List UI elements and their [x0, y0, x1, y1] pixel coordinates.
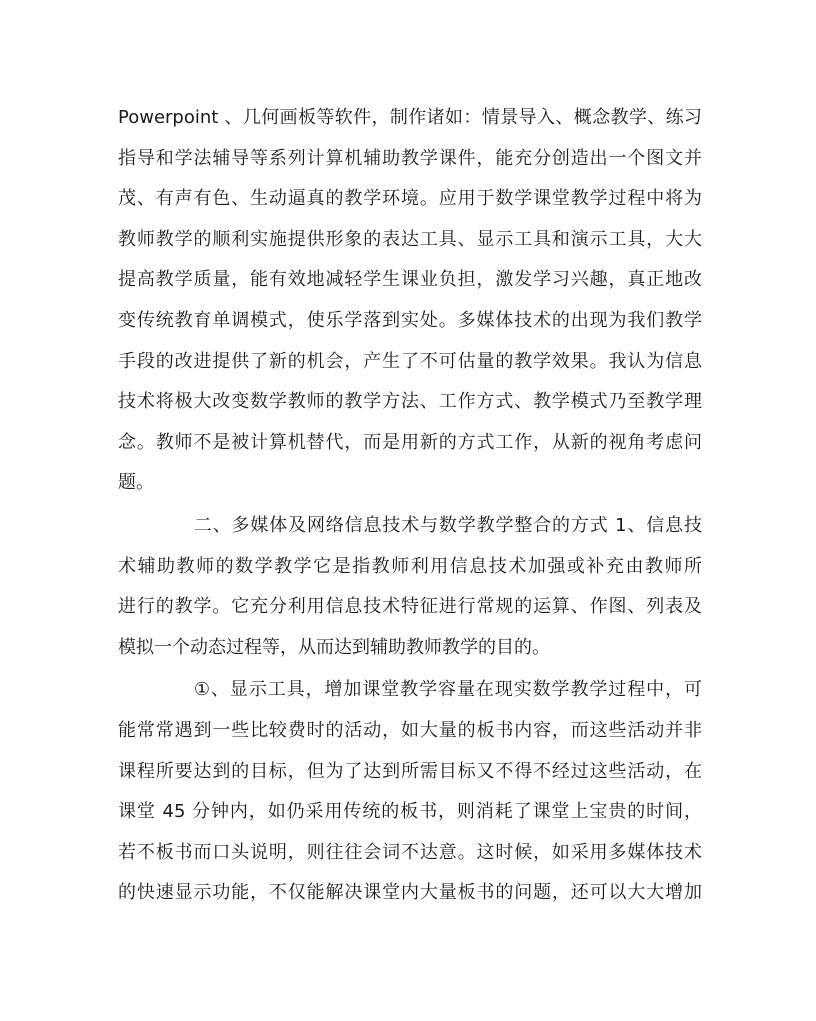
text-line: 进行的教学。它充分利用信息技术特征进行常规的运算、作图、列表及 — [118, 596, 702, 618]
text-line: 课堂 45 分钟内，如仍采用传统的板书，则消耗了课堂上宝贵的时间， — [118, 801, 702, 823]
text-line: 能常常遇到一些比较费时的活动，如大量的板书内容，而这些活动并非 — [118, 719, 702, 741]
text-line: 提高教学质量，能有效地减轻学生课业负担，激发学习兴趣，真正地改 — [118, 269, 702, 291]
text-line: 题。 — [118, 472, 154, 494]
text-line: 指导和学法辅导等系列计算机辅助教学课件，能充分创造出一个图文并 — [118, 147, 702, 169]
text-line: 茂、有声有色、生动逼真的教学环境。应用于数学课堂教学过程中将为 — [118, 188, 702, 210]
text-line: 技术将极大改变数学教师的教学方法、工作方式、教学模式乃至教学理 — [118, 391, 702, 413]
text-line: 术辅助教师的数学教学它是指教师利用信息技术加强或补充由教师所 — [118, 555, 702, 577]
text-line: 若不板书而口头说明，则往往会词不达意。这时候，如采用多媒体技术 — [118, 841, 702, 863]
text-line: 念。教师不是被计算机替代，而是用新的方式工作，从新的视角考虑问 — [118, 431, 702, 453]
text-line-content: ①、显示工具，增加课堂教学容量在现实数学教学过程中，可 — [193, 679, 702, 701]
text-line: 模拟一个动态过程等，从而达到辅助教师教学的目的。 — [118, 636, 550, 658]
text-line: 的快速显示功能，不仅能解决课堂内大量板书的问题，还可以大大增加 — [118, 882, 702, 904]
text-line-content: 二、多媒体及网络信息技术与数学教学整合的方式 1、信息技 — [193, 514, 702, 536]
text-line: 变传统教育单调模式，使乐学落到实处。多媒体技术的出现为我们教学 — [118, 309, 702, 331]
body-text — [118, 98, 702, 914]
text-line: Powerpoint 、几何画板等软件，制作诸如：情景导入、概念教学、练习 — [118, 107, 702, 128]
text-line-first — [118, 670, 702, 711]
text-line: 手段的改进提供了新的机会，产生了不可估量的教学效果。我认为信息 — [118, 350, 702, 372]
text-line: 教师教学的顺利实施提供形象的表达工具、显示工具和演示工具，大大 — [118, 228, 702, 250]
text-line-first — [118, 506, 702, 547]
text-line: 课程所要达到的目标，但为了达到所需目标又不得不经过这些活动，在 — [118, 760, 702, 782]
